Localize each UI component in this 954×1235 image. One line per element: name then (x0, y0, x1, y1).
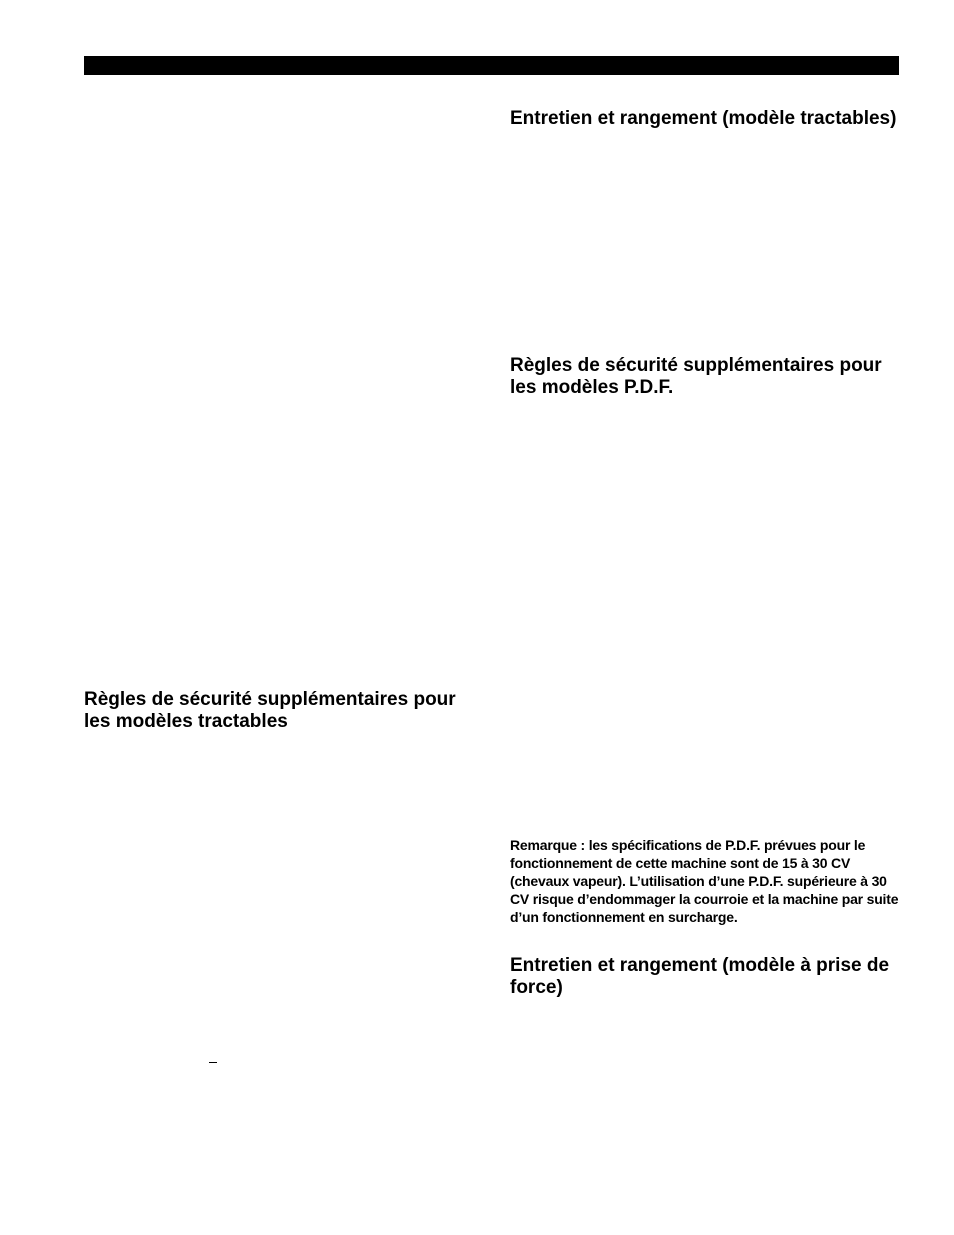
heading-pto-maintenance: Entretien et rangement (modèle à prise de force) (510, 955, 890, 998)
header-bar (84, 56, 899, 75)
heading-pto-safety-rules: Règles de sécurité supplémentaires pour les modèles P.D.F. (510, 355, 882, 398)
heading-towed-maintenance: Entretien et rangement (modèle tractables) (510, 108, 897, 129)
heading-towed-safety-rules: Règles de sécurité supplémentaires pour les modèles tractables (84, 689, 456, 732)
pto-specification-note: Remarque : les spécifications de P.D.F. prévues pour le fonctionnement de cette machine sont de 15 à 30 CV (chevaux vapeur). L’utilisation d’une P.D.F. supérieure à 30 CV risque d’endommager la courroie et la machine par suite d’un fonctionnement en surcharge. (510, 837, 899, 925)
stray-dash-mark (209, 1062, 217, 1063)
